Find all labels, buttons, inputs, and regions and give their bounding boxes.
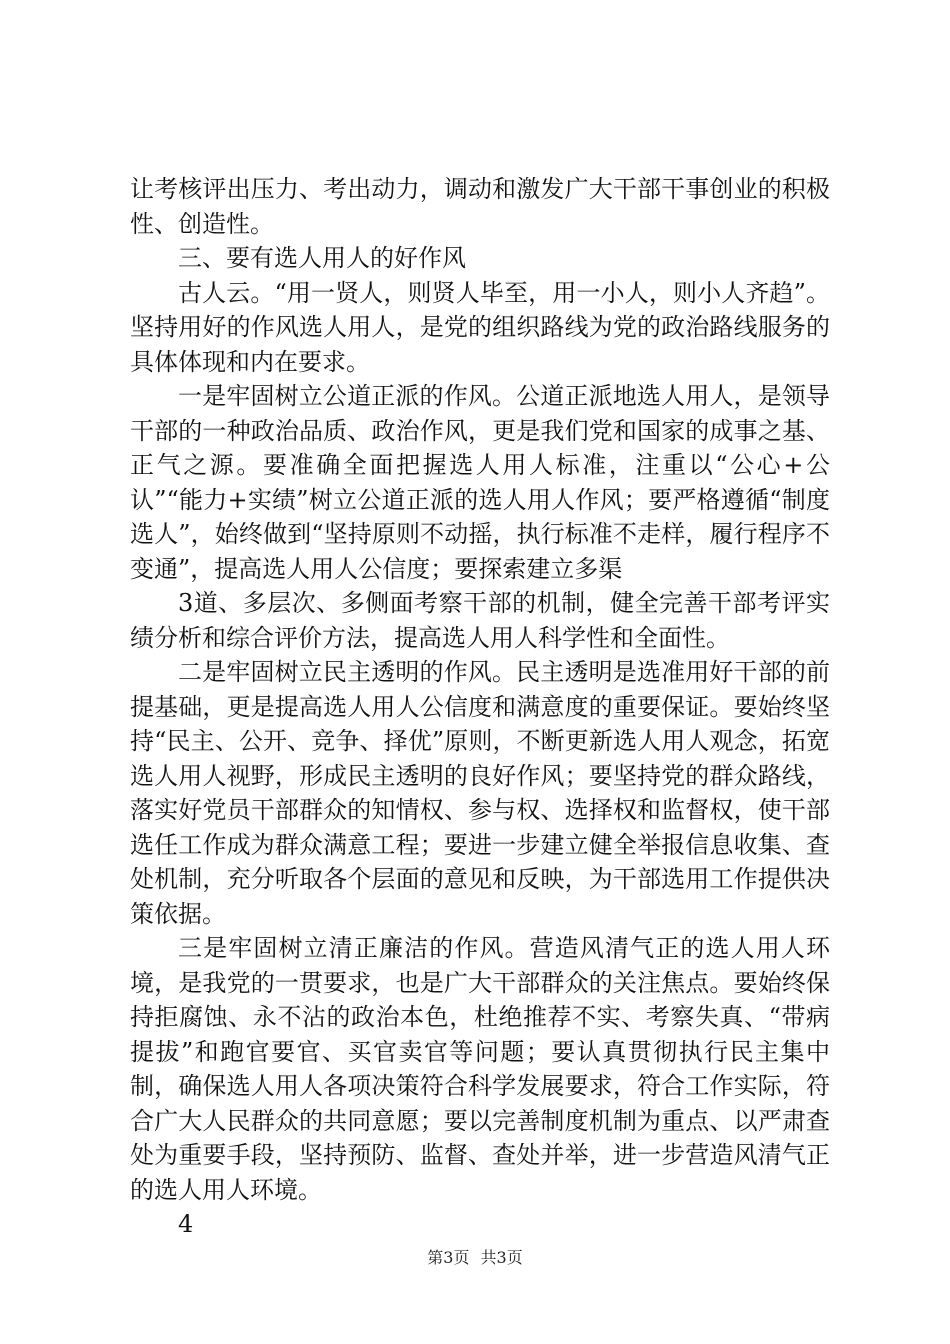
paragraph: 二是牢固树立民主透明的作风。民主透明是选准用好干部的前提基础，更是提高选人用人公信度和满意度的重要保证。要始终坚持“民主、公开、竞争、择优”原则，不断更新选人用人观念，拓宽选人用人视野，形成民主透明的良好作风；要坚持党的群众路线，落实好党员干部群众的知情权、参与权、选择权和监督权，使干部选任工作成为群众满意工程；要进一步建立健全举报信息收集、查处机制，充分听取各个层面的意见和反映，为干部选用工作提供决策依据。 <box>130 658 830 928</box>
section-heading: 三、要有选人用人的好作风 <box>178 244 466 272</box>
page-footer: 第3页 共3页 <box>427 1248 523 1267</box>
paragraph: 3道、多层次、多侧面考察干部的机制，健全完善干部考评实绩分析和综合评价方法，提高选人用人科学性和全面性。 <box>130 589 830 652</box>
document-body <box>130 172 830 1242</box>
paragraph: 一是牢固树立公道正派的作风。公道正派地选人用人，是领导干部的一种政治品质、政治作风，更是我们党和国家的成事之基、正气之源。要准确全面把握选人用人标准，注重以“公心+公认”“能力+实绩”树立公道正派的选人用人作风；要严格遵循“制度选人”，始终做到“坚持原则不动摇，执行标准不走样，履行程序不变通”，提高选人用人公信度；要探索建立多渠 <box>130 382 830 583</box>
paragraph: 让考核评出压力、考出动力，调动和激发广大干部干事创业的积极性、创造性。 <box>130 175 830 238</box>
page-number-marker: 4 <box>178 1210 194 1238</box>
paragraph: 古人云。“用一贤人，则贤人毕至，用一小人，则小人齐趋”。坚持用好的作风选人用人，是党的组织路线为党的政治路线服务的具体体现和内在要求。 <box>130 278 830 376</box>
paragraph: 三是牢固树立清正廉洁的作风。营造风清气正的选人用人环境，是我党的一贯要求，也是广大干部群众的关注焦点。要始终保持拒腐蚀、永不沾的政治本色，杜绝推荐不实、考察失真、“带病提拔”和跑官要官、买官卖官等问题；要认真贯彻执行民主集中制，确保选人用人各项决策符合科学发展要求，符合工作实际，符合广大人民群众的共同意愿；要以完善制度机制为重点、以严肃查处为重要手段，坚持预防、监督、查处并举，进一步营造风清气正的选人用人环境。 <box>130 934 830 1204</box>
